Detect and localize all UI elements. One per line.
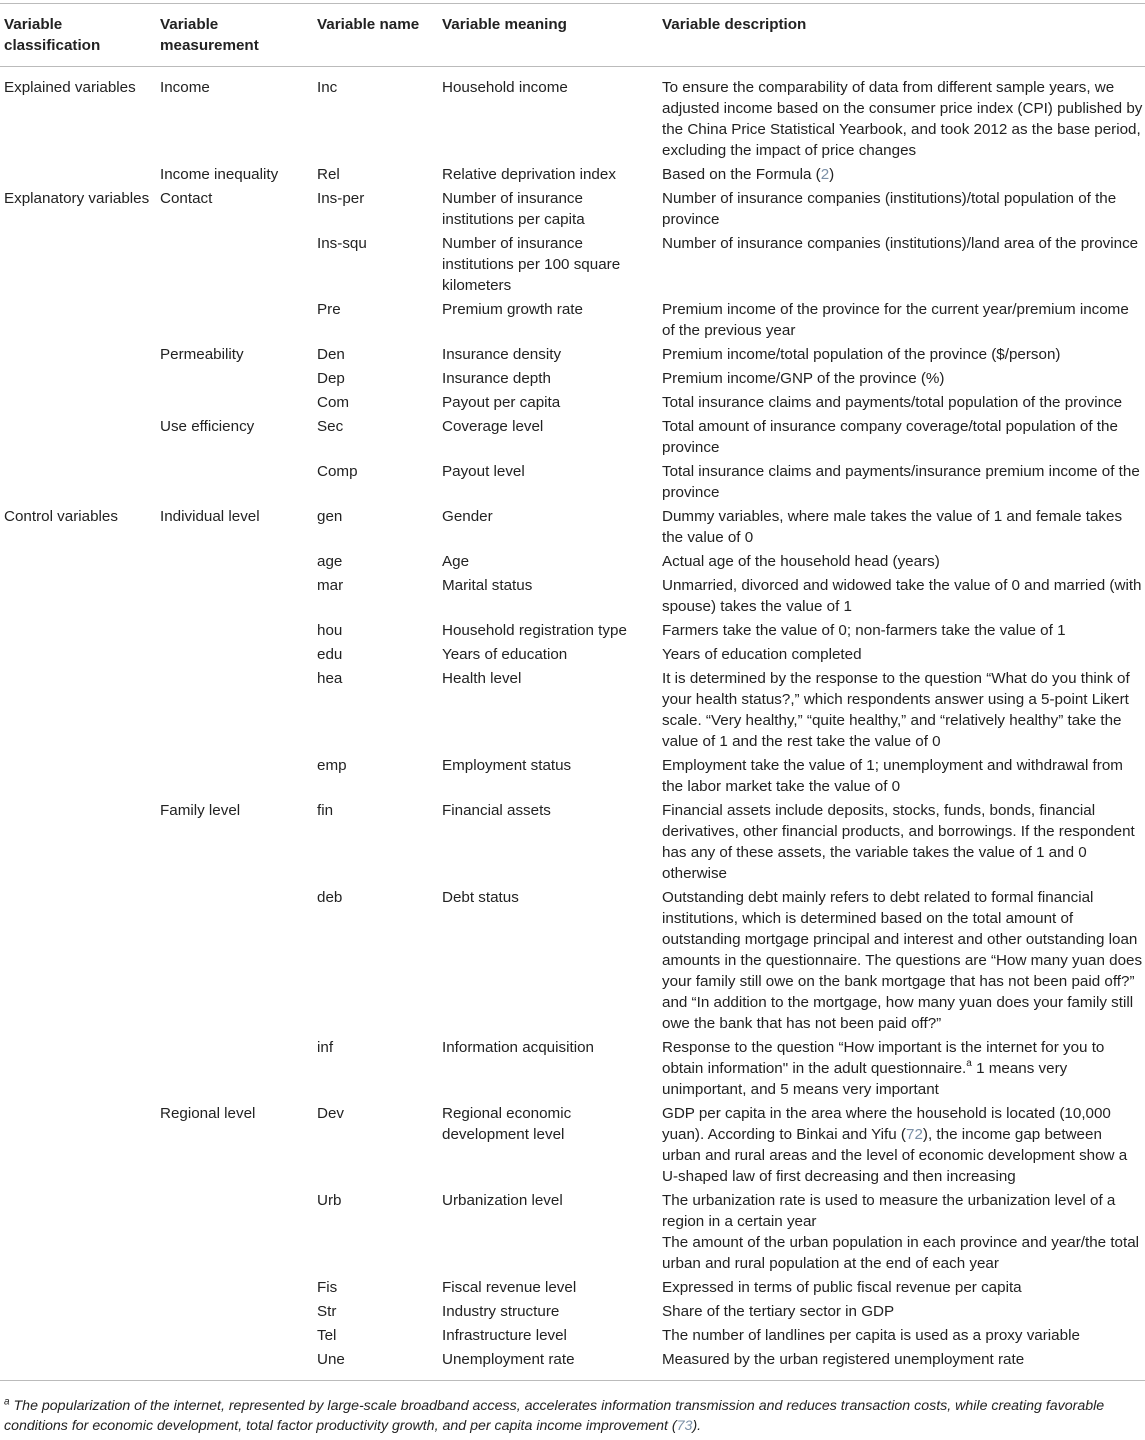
cell-description [658,368,1145,392]
cell-name: Une [317,1351,345,1368]
table-row [0,887,1145,1037]
cell-measurement [156,551,313,575]
cell-classification [0,1103,156,1190]
header-variable-name: Variable name [313,4,438,67]
cell-classification [0,644,156,668]
cell-meaning: Urbanization level [442,1192,563,1209]
cell-meaning: Industry structure [442,1303,560,1320]
cell-meaning: Financial assets [442,802,551,819]
table-row [0,506,1145,551]
cell-measurement [156,620,313,644]
cell-description [658,1277,1145,1301]
cell-measurement [156,1190,313,1277]
cell-measurement [156,1325,313,1349]
cell-measurement [156,1277,313,1301]
cell-meaning: Health level [442,670,522,687]
cell-meaning: Household registration type [442,622,627,639]
cell-name: mar [317,577,344,594]
cell-description: Based on the Formula (2) [662,166,835,183]
cell-classification [0,344,156,368]
cell-measurement [156,575,313,620]
header-variable-meaning: Variable meaning [438,4,658,67]
table-row [0,620,1145,644]
description-text: Farmers take the value of 0; non-farmers take the value of 1 [662,622,1066,639]
description-text: Number of insurance companies (institutions)/land area of the province [662,235,1139,252]
table-footnote [4,1396,1142,1436]
table-row [0,800,1145,887]
cell-name: fin [317,802,334,819]
cell-name: Ins-squ [317,235,367,252]
cell-description [658,1325,1145,1349]
cell-classification: Control variables [4,508,118,525]
description-text: Premium income/total population of the province ($/person) [662,346,1061,363]
table-row [0,755,1145,800]
header-variable-measurement: Variable measurement [156,4,313,67]
cell-measurement [156,668,313,755]
description-text: Premium income of the province for the current year/premium income of the previous year [662,301,1129,339]
cell-description [658,67,1145,165]
cell-classification [0,1301,156,1325]
cell-classification [0,1037,156,1103]
cell-description [658,506,1145,551]
cell-measurement [156,461,313,506]
cell-classification [0,755,156,800]
cell-name: emp [317,757,347,774]
cell-measurement [156,887,313,1037]
cell-classification [0,299,156,344]
cell-description [658,551,1145,575]
cell-name: gen [317,508,343,525]
description-text: Unmarried, divorced and widowed take the value of 0 and married (with spouse) takes the value of 1 [662,577,1142,615]
cell-meaning: Employment status [442,757,572,774]
cell-meaning: Age [442,553,470,570]
cell-name: Com [317,394,350,411]
cell-meaning: Fiscal revenue level [442,1279,577,1296]
cell-description [658,233,1145,299]
description-text: It is determined by the response to the question “What do you think of your health status?,” which respondents answer using a 5-point Likert scale. “Very healthy,” “quite healthy,” and “relatively healthy” take the value of 1 and the rest take the value of 0 [662,670,1130,750]
cell-classification [0,368,156,392]
description-text: 1 means very unimportant, and 5 means very important [662,1060,1068,1098]
cell-name: edu [317,646,343,663]
table-row [0,668,1145,755]
cell-name: Fis [317,1279,338,1296]
cell-description [658,1190,1145,1277]
cell-measurement [156,1301,313,1325]
description-text: Measured by the urban registered unemployment rate [662,1351,1025,1368]
cell-meaning: Years of education [442,646,568,663]
table-header [0,4,1145,67]
description-text: The urbanization rate is used to measure the urbanization level of a region in a certain year [662,1192,1116,1230]
cell-meaning: Relative deprivation index [442,166,616,183]
table-row [0,233,1145,299]
table-row [0,644,1145,668]
variables-table [0,3,1145,1381]
table-row [0,188,1145,233]
cell-meaning: Household income [442,79,568,96]
description-text: Total insurance claims and payments/total population of the province [662,394,1123,411]
cell-description [658,461,1145,506]
cell-name: Urb [317,1192,342,1209]
cell-description [658,1103,1145,1190]
cell-measurement: Contact [160,190,213,207]
cell-name: Ins-per [317,190,365,207]
table-header-row [0,4,1145,67]
table-row [0,67,1145,165]
cell-meaning: Regional economic development level [442,1105,572,1143]
description-text: ), the income gap between urban and rural areas and the level of economic development show a U-shaped law of first decreasing and then increasing [662,1126,1128,1185]
cell-name: Sec [317,418,344,435]
cell-measurement: Use efficiency [160,418,255,435]
cell-meaning: Insurance density [442,346,562,363]
table-row [0,416,1145,461]
cell-meaning: Marital status [442,577,533,594]
cell-measurement [156,392,313,416]
table-row [0,575,1145,620]
cell-description [658,299,1145,344]
description-text: Share of the tertiary sector in GDP [662,1303,895,1320]
footnote-text: The popularization of the internet, represented by large-scale broadband access, accelerates information transmission and reduces transaction costs, while creating favorable conditions for economic development, total factor productivity growth, and per capita income improvement ( [4,1398,1105,1434]
cell-meaning: Insurance depth [442,370,551,387]
cell-measurement [156,299,313,344]
description-text: Years of education completed [662,646,862,663]
cell-name: Inc [317,79,338,96]
cell-measurement: Income inequality [160,166,279,183]
cell-name: inf [317,1039,334,1056]
table-row [0,368,1145,392]
table-row [0,551,1145,575]
table-row [0,344,1145,368]
cell-description [658,644,1145,668]
cell-classification [0,668,156,755]
header-variable-description: Variable description [658,4,1145,67]
description-text: Actual age of the household head (years) [662,553,940,570]
cell-measurement [156,755,313,800]
cell-name: deb [317,889,343,906]
cell-name: age [317,553,343,570]
cell-classification [0,620,156,644]
table-row [0,1277,1145,1301]
cell-meaning: Payout level [442,463,525,480]
cell-meaning: Gender [442,508,493,525]
table-row [0,1037,1145,1103]
table-body [0,67,1145,1381]
table-row [0,164,1145,188]
cell-description [658,392,1145,416]
description-text: Employment take the value of 1; unemployment and withdrawal from the labor market take the value of 0 [662,757,1123,795]
table-row [0,1103,1145,1190]
cell-name: Dep [317,370,345,387]
table-row [0,1301,1145,1325]
description-text: To ensure the comparability of data from different sample years, we adjusted income based on the consumer price index (CPI) published by the China Price Statistical Yearbook, and took 2012 as the base period, excluding the impact of price changes [662,79,1143,159]
table-row [0,299,1145,344]
cell-measurement: Family level [160,802,241,819]
cell-name: Den [317,346,345,363]
footnote-end: ). [692,1418,702,1434]
cell-measurement: Permeability [160,346,244,363]
cell-name: Dev [317,1105,345,1122]
cell-classification [0,416,156,461]
description-text: Total amount of insurance company coverage/total population of the province [662,418,1118,456]
cell-description [658,416,1145,461]
cell-description [658,188,1145,233]
table-row [0,1325,1145,1349]
description-text: Outstanding debt mainly refers to debt related to formal financial institutions, which is determined based on the total amount of outstanding mortgage principal and interest and other outstanding loan amounts in the questionnaire. The questions are “How many yuan does your family still owe on the bank mortgage that has not been paid off?” and “In addition to the mortgage, how many yuan does your family still owe the bank that has not been paid off?” [662,889,1143,1032]
footnote-marker: a [966,1057,972,1069]
description-text: Financial assets include deposits, stocks, funds, bonds, financial derivatives, other financial products, and borrowings. If the respondent has any of these assets, the variable takes the value of 1 and 0 otherwise [662,802,1135,882]
cell-meaning: Number of insurance institutions per capita [442,190,585,228]
cell-description [658,887,1145,1037]
cell-meaning: Number of insurance institutions per 100 square kilometers [442,235,621,294]
cell-classification: Explanatory variables [4,190,150,207]
citation-link[interactable]: 73 [676,1418,693,1434]
cell-meaning: Coverage level [442,418,544,435]
description-text: Number of insurance companies (institutions)/total population of the province [662,190,1117,228]
cell-measurement: Income [160,79,210,96]
cell-name: hou [317,622,343,639]
cell-name: Rel [317,166,340,183]
cell-classification [0,1277,156,1301]
cell-classification [0,461,156,506]
formula-reference-link[interactable]: 2 [820,166,830,183]
cell-classification [0,1325,156,1349]
cell-classification [0,551,156,575]
cell-description [658,668,1145,755]
cell-description [658,800,1145,887]
cell-meaning: Infrastructure level [442,1327,567,1344]
cell-classification [0,392,156,416]
cell-description [658,575,1145,620]
footnote-marker: a [4,1396,10,1408]
cell-measurement [156,368,313,392]
cell-description [658,1037,1145,1103]
table-row [0,1349,1145,1381]
cell-description [658,1301,1145,1325]
cell-classification [0,1190,156,1277]
cell-meaning: Unemployment rate [442,1351,575,1368]
cell-name: Tel [317,1327,337,1344]
cell-meaning: Premium growth rate [442,301,583,318]
cell-classification [0,800,156,887]
description-text: The amount of the urban population in each province and year/the total urban and rural population at the end of each year [662,1234,1140,1272]
cell-measurement: Regional level [160,1105,256,1122]
cell-measurement [156,1349,313,1381]
cell-measurement: Individual level [160,508,260,525]
description-text: GDP per capita in the area where the household is located (10,000 yuan). According to Binkai and Yifu ( [662,1105,1111,1143]
header-variable-classification: Variable classification [0,4,156,67]
cell-measurement [156,233,313,299]
table-row [0,461,1145,506]
cell-description [658,755,1145,800]
cell-classification [0,887,156,1037]
cell-description [658,620,1145,644]
cell-name: Comp [317,463,358,480]
cell-description [658,344,1145,368]
cell-classification [0,164,156,188]
cell-name: hea [317,670,343,687]
cell-description [658,1349,1145,1381]
cell-meaning: Information acquisition [442,1039,594,1056]
cell-meaning: Payout per capita [442,394,561,411]
description-text: The number of landlines per capita is used as a proxy variable [662,1327,1080,1344]
cell-name: Str [317,1303,337,1320]
cell-classification [0,575,156,620]
description-text: Dummy variables, where male takes the value of 1 and female takes the value of 0 [662,508,1123,546]
cell-classification [0,233,156,299]
cell-name: Pre [317,301,341,318]
table-row [0,392,1145,416]
description-text: Expressed in terms of public fiscal revenue per capita [662,1279,1022,1296]
description-text: Total insurance claims and payments/insurance premium income of the province [662,463,1140,501]
cell-classification [0,1349,156,1381]
cell-classification: Explained variables [4,79,136,96]
cell-measurement [156,644,313,668]
description-text: Premium income/GNP of the province (%) [662,370,945,387]
table-row [0,1190,1145,1277]
description-text: Based on the Formula [662,166,816,183]
citation-link[interactable]: 72 [906,1126,923,1143]
cell-measurement [156,1037,313,1103]
description-text: Response to the question “How important is the internet for you to obtain information" in the adult questionnaire. [662,1039,1105,1077]
cell-meaning: Debt status [442,889,519,906]
